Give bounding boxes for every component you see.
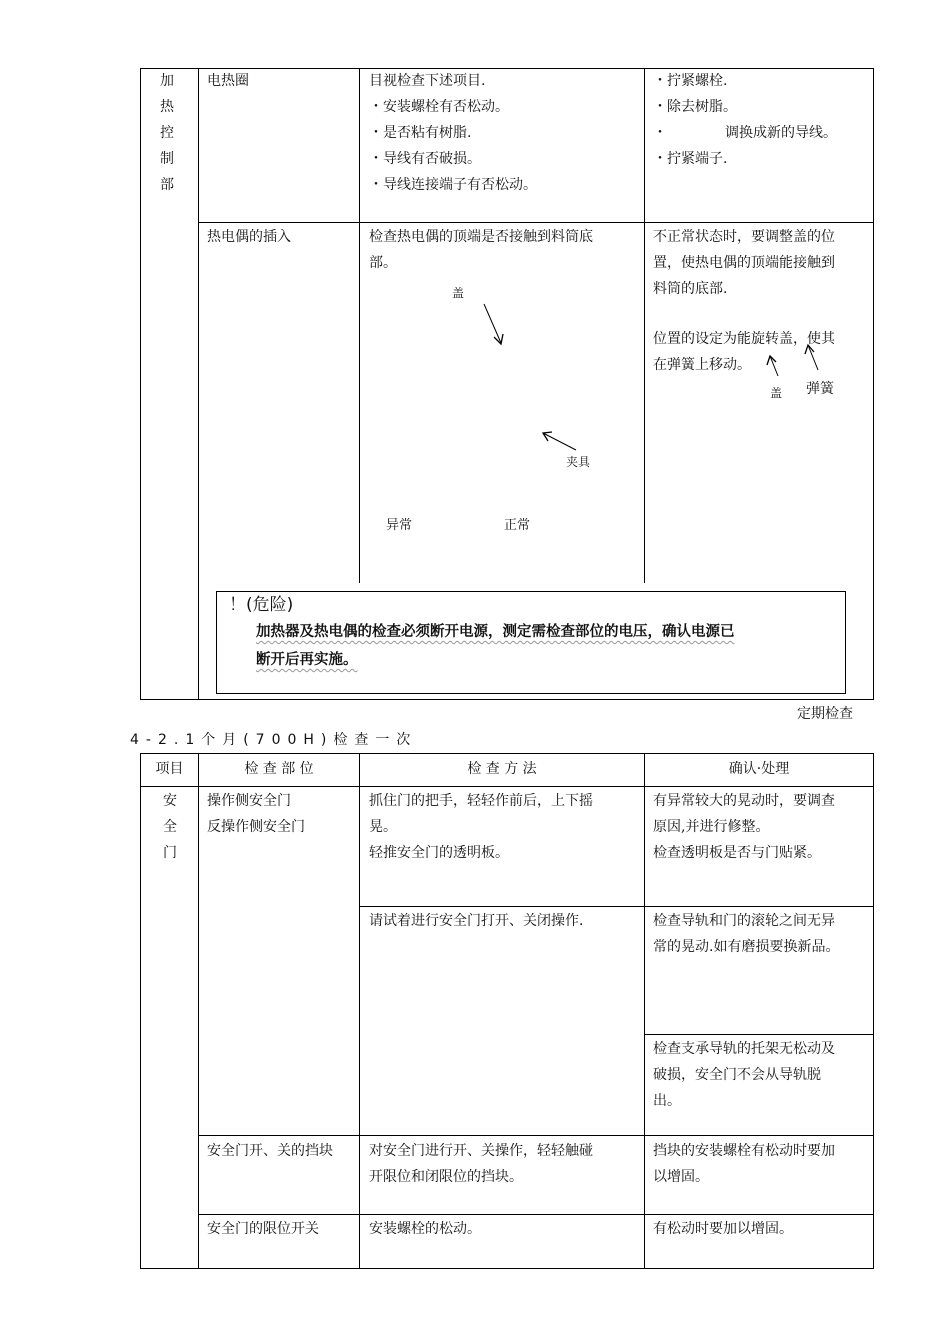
header-part: 检 查 部 位 [244,761,314,777]
action-door-stopper: 挡块的安装螺栓有松动时要加 以增固。 [653,1143,835,1185]
part-safety-doors: 操作侧安全门 反操作侧安全门 [207,793,305,835]
action-rail-bracket: 检查支承导轨的托架无松动及 破损，安全门不会从导轨脱 出。 [653,1041,835,1109]
part-door-stopper: 安全门开、关的挡块 [207,1143,333,1159]
method-door-open-close: 请试着进行安全门打开、关闭操作. [369,913,584,929]
action-thermocouple-insert: 不正常状态时，要调整盖的位 置，使热电偶的顶端能接触到 料筒的底部. 位置的设定为能旋转盖，使其 在弹簧上移动。 [653,229,835,373]
arrow-lid2-icon [764,352,784,382]
header-method: 检 查 方 法 [467,761,537,777]
arrow-lid-icon [480,300,510,350]
method-door-stopper: 对安全门进行开、关操作，轻轻触碰 开限位和闭限位的挡块。 [369,1143,593,1185]
fig-label-clamp: 夹具 [566,455,591,469]
header-item: 项目 [155,761,184,777]
fig-label-lid: 盖 [452,286,465,300]
action-safety-doors: 有异常较大的晃动时，要调查 原因,并进行修整。 检查透明板是否与门贴紧。 [653,793,835,861]
fig2-label-spring: 弹簧 [806,381,834,397]
part-thermocouple-insert: 热电偶的插入 [207,229,291,245]
arrow-spring-icon [802,340,824,374]
danger-text: 加热器及热电偶的检查必须断开电源，测定需检查部位的电压，确认电源已 断开后再实施。 [256,624,735,668]
action-door-limit-switch: 有松动时要加以增固。 [653,1221,793,1237]
arrow-clamp-icon [538,428,580,456]
section-title: 4-2.1个月(700H)检查一次 [130,732,418,748]
item-safety-door: 安 全 门 [163,793,177,861]
action-heater-band: ・拧紧螺栓. ・除去树脂。 ・ 调换成新的导线。 ・拧紧端子. [653,73,837,167]
danger-title: ！(危险) [229,595,294,615]
action-door-rail-roller: 检查导轨和门的滚轮之间无异 常的晃动.如有磨损要换新品。 [653,913,840,955]
header-action: 确认·处理 [728,761,790,777]
fig-label-abnormal: 异常 [386,518,413,533]
method-safety-doors: 抓住门的把手，轻轻作前后，上下摇 晃。 轻推安全门的透明板。 [369,793,593,861]
fig2-label-lid: 盖 [770,386,783,400]
fig-label-normal: 正常 [504,518,531,533]
method-door-limit-switch: 安装螺栓的松动。 [369,1221,481,1237]
item-heating-control: 加 热 控 制 部 [160,73,174,193]
method-heater-band: 目视检查下述项目. ・安装螺栓有否松动。 ・是否粘有树脂. ・导线有否破损。 ・导线连接端子有否松动。 [369,73,537,193]
part-door-limit-switch: 安全门的限位开关 [207,1221,319,1237]
part-heater-band: 电热圈 [207,73,249,89]
periodic-inspection-note: 定期检查 [797,706,853,722]
method-thermocouple-insert: 检查热电偶的顶端是否接触到料筒底 部。 [369,229,593,271]
